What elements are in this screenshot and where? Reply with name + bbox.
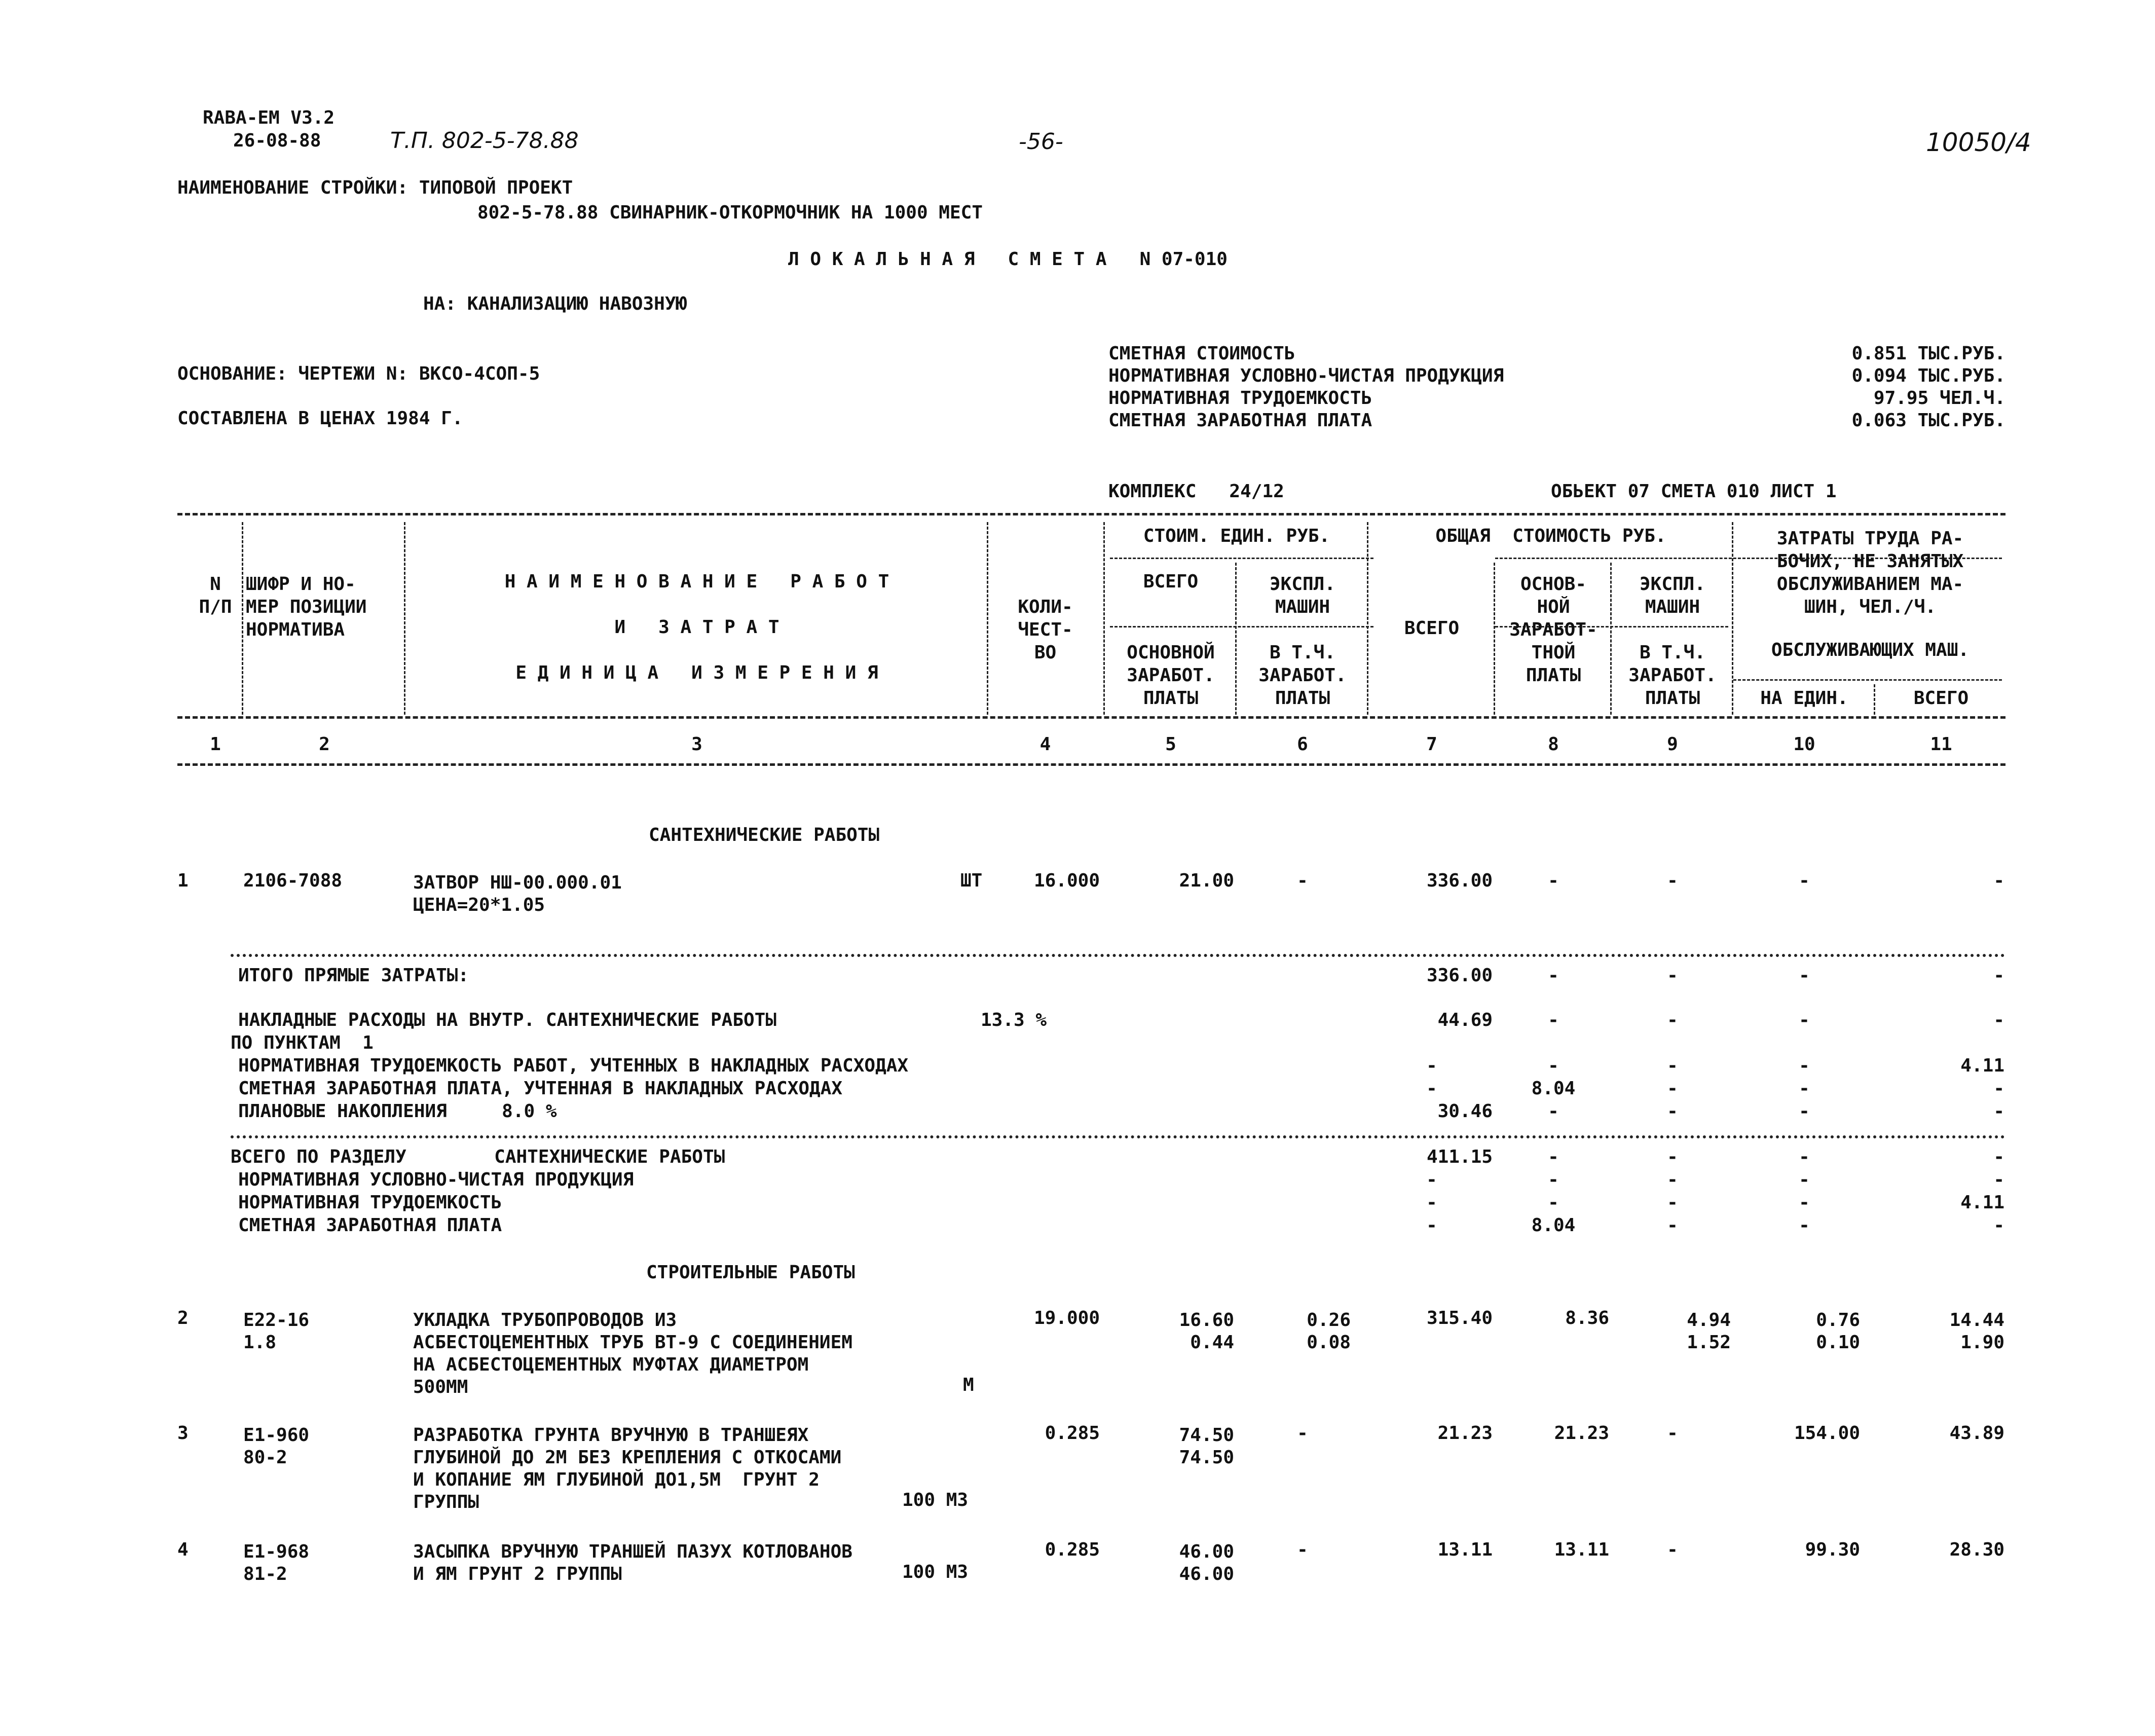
row-number: 2 [177, 1308, 189, 1328]
profit-dash-11: - [1993, 1101, 2004, 1122]
twage-dash-11: - [1993, 1215, 2004, 1236]
overhead-percent: 13.3 % [981, 1010, 1047, 1030]
construction-name: 802-5-78.88 СВИНАРНИК-ОТКОРМОЧНИК НА 1000 МЕСТ [477, 202, 983, 223]
th-labor-unit: НА ЕДИН. [1760, 688, 1848, 709]
col-divider-4 [1103, 522, 1105, 715]
section-total-rule [231, 1135, 2005, 1138]
row-code: Е22-16 1.8 [243, 1310, 310, 1353]
row-total: 315.40 [1426, 1308, 1493, 1328]
summary-label-1: СМЕТНАЯ СТОИМОСТЬ [1108, 343, 1295, 364]
subtotal-rule [231, 954, 2005, 957]
th-total-cost: ОБЩАЯ СТОИМОСТЬ РУБ. [1435, 526, 1666, 546]
col-number-6: 6 [1297, 734, 1308, 755]
norm-dash-10: - [1799, 1055, 1810, 1076]
labor-rule [1733, 679, 2002, 681]
overhead-dash-9: - [1667, 1010, 1678, 1030]
overhead-dash-8: - [1548, 1010, 1559, 1030]
row-wages: 21.23 [1554, 1423, 1609, 1444]
row-unit: ШТ [960, 870, 983, 891]
row-unit-machines: 0.26 0.08 [1307, 1310, 1351, 1353]
col-number-5: 5 [1165, 734, 1176, 755]
th-labor: ЗАТРАТЫ ТРУДА РА- БОЧИХ, НЕ ЗАНЯТЫХ ОБСЛУЖИВАНИЕМ МА- ШИН, ЧЕЛ./Ч. [1776, 528, 1964, 617]
row-machines: 4.94 1.52 [1687, 1310, 1731, 1353]
row-unit: 100 М3 [902, 1562, 969, 1582]
row-labor-total: 43.89 [1949, 1423, 2004, 1444]
row-qty: 0.285 [1045, 1539, 1100, 1560]
direct-costs-label: ИТОГО ПРЯМЫЕ ЗАТРАТЫ: [238, 965, 469, 986]
row-labor-unit: - [1799, 870, 1810, 891]
profit-dash-10: - [1799, 1101, 1810, 1122]
tlabor-dash-8: - [1548, 1192, 1559, 1213]
total-product-label: НОРМАТИВНАЯ УСЛОВНО-ЧИСТАЯ ПРОДУКЦИЯ [238, 1169, 634, 1190]
row-number: 4 [177, 1539, 189, 1560]
row-total: 21.23 [1437, 1423, 1493, 1444]
page-number: -56- [1019, 129, 1063, 155]
col-number-2: 2 [319, 734, 330, 755]
unit-cost-rule-2 [1110, 626, 1373, 627]
th-total-wages: ОСНОВ- НОЙ ЗАРАБОТ- ТНОЙ ПЛАТЫ [1509, 574, 1597, 686]
row-total: 336.00 [1426, 870, 1493, 891]
th-unit-machines: ЭКСПЛ. МАШИН [1269, 574, 1336, 617]
row-labor-total: 14.44 1.90 [1949, 1310, 2004, 1353]
profit-value: 30.46 [1437, 1101, 1493, 1122]
direct-dash-9: - [1667, 965, 1678, 986]
tprod-dash-9: - [1667, 1169, 1678, 1190]
th-labor-total: ВСЕГО [1913, 688, 1969, 709]
total-wage-value: 8.04 [1531, 1215, 1576, 1236]
row-machines: - [1667, 1423, 1678, 1444]
summary-label-3: НОРМАТИВНАЯ ТРУДОЕМКОСТЬ [1108, 388, 1372, 409]
row-unit: М [963, 1375, 974, 1395]
row-code: Е1-968 81-2 [243, 1541, 310, 1584]
norm-dash-7: - [1426, 1055, 1437, 1076]
row-code: Е1-960 80-2 [243, 1425, 310, 1468]
norm-labor-value: 4.11 [1960, 1055, 2004, 1076]
row-name: РАЗРАБОТКА ГРУНТА ВРУЧНУЮ В ТРАНШЕЯХ ГЛУБИНОЙ ДО 2М БЕЗ КРЕПЛЕНИЯ С ОТКОСАМИ И КОПАНИЕ ЯМ ГЛУБИНОЙ ДО1,5М ГРУНТ 2 ГРУППЫ [413, 1425, 842, 1512]
row-total: 13.11 [1437, 1539, 1493, 1560]
tprod-dash-8: - [1548, 1169, 1559, 1190]
row-machines: - [1667, 1539, 1678, 1560]
th-name-1: Н А И М Е Н О В А Н И Е Р А Б О Т [504, 571, 889, 592]
summary-value-1: 0.851 ТЫС.РУБ. [1851, 343, 2005, 364]
th-unit-machine-wages: В Т.Ч. ЗАРАБОТ. ПЛАТЫ [1258, 642, 1347, 709]
overhead-dash-10: - [1799, 1010, 1810, 1030]
total-wage-label: СМЕТНАЯ ЗАРАБОТНАЯ ПЛАТА [238, 1215, 502, 1236]
row-qty: 19.000 [1033, 1308, 1100, 1328]
row-unit-machines: - [1297, 1423, 1308, 1444]
th-number: N П/П [199, 574, 232, 617]
complex-code: КОМПЛЕКС 24/12 [1108, 481, 1284, 502]
summary-value-2: 0.094 ТЫС.РУБ. [1851, 365, 2005, 386]
unit-cost-rule [1110, 558, 1373, 559]
col-divider-8 [1610, 563, 1612, 715]
col-number-11: 11 [1930, 734, 1952, 755]
estimate-title: Л О К А Л Ь Н А Я С М Е Т А N 07-010 [788, 249, 1228, 270]
th-unit-wages: ОСНОВНОЙ ЗАРАБОТ. ПЛАТЫ [1127, 642, 1215, 709]
direct-dash-10: - [1799, 965, 1810, 986]
document-number: 10050/4 [1926, 128, 2031, 157]
row-name: ЗАТВОР НШ-00.000.01 ЦЕНА=20*1.05 [413, 872, 622, 915]
total-dash-10: - [1799, 1147, 1810, 1167]
row-labor-unit: 154.00 [1794, 1423, 1860, 1444]
tlabor-dash-7: - [1426, 1192, 1437, 1213]
col-divider-7 [1494, 563, 1495, 715]
col-divider-6 [1367, 522, 1368, 715]
total-labor-label: НОРМАТИВНАЯ ТРУДОЕМКОСТЬ [238, 1192, 502, 1213]
col-number-3: 3 [691, 734, 702, 755]
section-title: СТРОИТЕЛЬНЫЕ РАБОТЫ [646, 1262, 855, 1283]
col-divider-9 [1732, 522, 1733, 715]
col-number-10: 10 [1793, 734, 1815, 755]
profit-dash-8: - [1548, 1101, 1559, 1122]
col-number-7: 7 [1426, 734, 1437, 755]
price-level: СОСТАВЛЕНА В ЦЕНАХ 1984 Г. [177, 408, 463, 429]
print-date: 26-08-88 [233, 130, 321, 151]
object-sheet: ОБЬЕКТ 07 СМЕТА 010 ЛИСТ 1 [1551, 481, 1837, 502]
twage-dash-7: - [1426, 1215, 1437, 1236]
col-number-4: 4 [1039, 734, 1051, 755]
col-divider-3 [987, 522, 988, 715]
th-total-all: ВСЕГО [1404, 618, 1460, 639]
row-unit-machines: - [1297, 870, 1308, 891]
summary-label-2: НОРМАТИВНАЯ УСЛОВНО-ЧИСТАЯ ПРОДУКЦИЯ [1108, 365, 1504, 386]
th-total-machines: ЭКСПЛ. МАШИН [1639, 574, 1706, 617]
th-unit-cost: СТОИМ. ЕДИН. РУБ. [1143, 526, 1330, 546]
th-labor-machines: ОБСЛУЖИВАЮЩИХ МАШ. [1771, 640, 1970, 660]
row-number: 1 [177, 870, 189, 891]
row-machines: - [1667, 870, 1678, 891]
col-number-9: 9 [1667, 734, 1678, 755]
th-name-2: И З А Т Р А Т [614, 617, 779, 638]
profit-dash-9: - [1667, 1101, 1678, 1122]
wage-label: СМЕТНАЯ ЗАРАБОТНАЯ ПЛАТА, УЧТЕННАЯ В НАКЛАДНЫХ РАСХОДАХ [238, 1078, 843, 1099]
th-total-machine-wages: В Т.Ч. ЗАРАБОТ. ПЛАТЫ [1628, 642, 1717, 709]
basis-line: ОСНОВАНИЕ: ЧЕРТЕЖИ N: ВКСО-4СОП-5 [177, 363, 540, 384]
header-rule-top [177, 513, 2005, 515]
direct-costs-value: 336.00 [1426, 965, 1493, 986]
overhead-value: 44.69 [1437, 1010, 1493, 1030]
row-unit-total: 46.00 46.00 [1179, 1541, 1234, 1584]
section-title: САНТЕХНИЧЕСКИЕ РАБОТЫ [649, 825, 880, 845]
row-wages: 8.36 [1565, 1308, 1609, 1328]
profit-label: ПЛАНОВЫЕ НАКОПЛЕНИЯ 8.0 % [238, 1101, 557, 1122]
col-divider-10 [1874, 684, 1875, 715]
overhead-label: НАКЛАДНЫЕ РАСХОДЫ НА ВНУТР. САНТЕХНИЧЕСКИЕ РАБОТЫ [238, 1010, 777, 1030]
wage-dash-10: - [1799, 1078, 1810, 1099]
direct-dash-11: - [1993, 965, 2004, 986]
row-unit-total: 21.00 [1179, 870, 1234, 891]
row-labor-total: - [1993, 870, 2004, 891]
col-divider-5 [1235, 563, 1237, 715]
row-number: 3 [177, 1423, 189, 1444]
summary-value-3: 97.95 ЧЕЛ.Ч. [1873, 388, 2005, 409]
tprod-dash-7: - [1426, 1169, 1437, 1190]
row-unit-total: 16.60 0.44 [1179, 1310, 1234, 1353]
col-number-8: 8 [1548, 734, 1559, 755]
norm-dash-8: - [1548, 1055, 1559, 1076]
overhead-dash-11: - [1993, 1010, 2004, 1030]
twage-dash-10: - [1799, 1215, 1810, 1236]
header-rule-mid [177, 716, 2005, 719]
total-dash-11: - [1993, 1147, 2004, 1167]
twage-dash-9: - [1667, 1215, 1678, 1236]
estimate-subject: НА: КАНАЛИЗАЦИЮ НАВОЗНУЮ [423, 293, 687, 314]
row-name: УКЛАДКА ТРУБОПРОВОДОВ ИЗ АСБЕСТОЦЕМЕНТНЫХ ТРУБ ВТ-9 С СОЕДИНЕНИЕМ НА АСБЕСТОЦЕМЕНТНЫХ МУФТАХ ДИАМЕТРОМ 500ММ [413, 1310, 852, 1397]
row-unit: 100 М3 [902, 1490, 969, 1510]
row-labor-total: 28.30 [1949, 1539, 2004, 1560]
total-dash-9: - [1667, 1147, 1678, 1167]
wage-dash-11: - [1993, 1078, 2004, 1099]
col-divider-2 [404, 522, 405, 715]
norm-labor-label: НОРМАТИВНАЯ ТРУДОЕМКОСТЬ РАБОТ, УЧТЕННЫХ В НАКЛАДНЫХ РАСХОДАХ [238, 1055, 909, 1076]
wage-value: 8.04 [1531, 1078, 1576, 1099]
direct-dash-8: - [1548, 965, 1559, 986]
wage-dash-9: - [1667, 1078, 1678, 1099]
row-labor-unit: 99.30 [1805, 1539, 1860, 1560]
items-label: ПО ПУНКТАМ 1 [231, 1032, 374, 1053]
section-total-value: 411.15 [1426, 1147, 1493, 1167]
row-labor-unit: 0.76 0.10 [1816, 1310, 1860, 1353]
th-code: ШИФР И НО- МЕР ПОЗИЦИИ НОРМАТИВА [246, 574, 367, 640]
summary-value-4: 0.063 ТЫС.РУБ. [1851, 410, 2005, 431]
row-wages: - [1548, 870, 1559, 891]
tprod-dash-10: - [1799, 1169, 1810, 1190]
tlabor-dash-9: - [1667, 1192, 1678, 1213]
th-quantity: КОЛИ- ЧЕСТ- ВО [1018, 597, 1073, 663]
th-unit-total: ВСЕГО [1143, 571, 1199, 592]
summary-label-4: СМЕТНАЯ ЗАРАБОТНАЯ ПЛАТА [1108, 410, 1372, 431]
program-stamp: RABA-EM V3.2 [203, 107, 335, 128]
row-wages: 13.11 [1554, 1539, 1609, 1560]
wage-dash-7: - [1426, 1078, 1437, 1099]
project-code: Т.П. 802-5-78.88 [390, 128, 579, 154]
row-code: 2106-7088 [243, 870, 343, 891]
row-unit-total: 74.50 74.50 [1179, 1425, 1234, 1468]
row-qty: 0.285 [1045, 1423, 1100, 1444]
norm-dash-9: - [1667, 1055, 1678, 1076]
col-divider-1 [242, 522, 243, 715]
row-qty: 16.000 [1033, 870, 1100, 891]
section-total-label: ВСЕГО ПО РАЗДЕЛУ САНТЕХНИЧЕСКИЕ РАБОТЫ [231, 1147, 725, 1167]
total-labor-value: 4.11 [1960, 1192, 2004, 1213]
construction-label: НАИМЕНОВАНИЕ СТРОЙКИ: ТИПОВОЙ ПРОЕКТ [177, 177, 573, 198]
tlabor-dash-10: - [1799, 1192, 1810, 1213]
header-rule-bottom [177, 763, 2005, 766]
th-name-3: Е Д И Н И Ц А И З М Е Р Е Н И Я [515, 662, 878, 683]
col-number-1: 1 [210, 734, 221, 755]
row-unit-machines: - [1297, 1539, 1308, 1560]
tprod-dash-11: - [1993, 1169, 2004, 1190]
total-dash-8: - [1548, 1147, 1559, 1167]
row-name: ЗАСЫПКА ВРУЧНУЮ ТРАНШЕЙ ПАЗУХ КОТЛОВАНОВ И ЯМ ГРУНТ 2 ГРУППЫ [413, 1541, 852, 1584]
